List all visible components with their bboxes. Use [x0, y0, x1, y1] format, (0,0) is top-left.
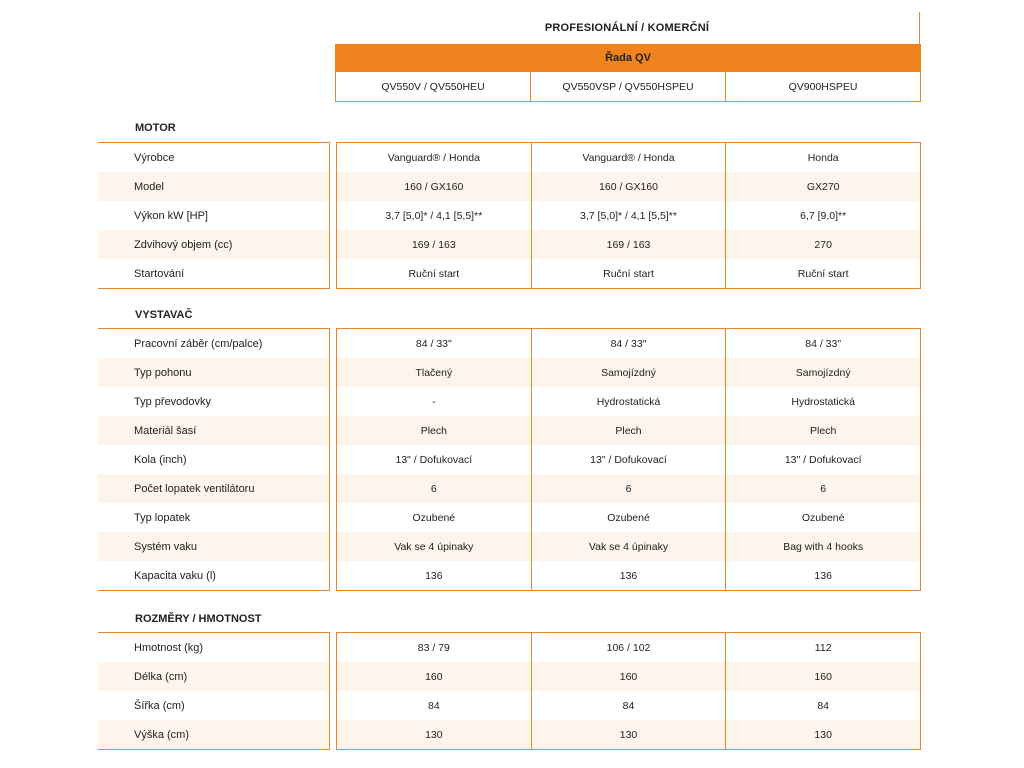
table-row	[337, 532, 920, 561]
table-row	[337, 633, 920, 662]
spec-value-col-3: 6,7 [9,0]**	[800, 209, 847, 222]
spec-value-col-1: 3,7 [5,0]* / 4,1 [5,5]**	[337, 201, 532, 230]
spec-value-col-2: 106 / 102	[532, 633, 727, 662]
spec-value-col-1: 160 / GX160	[337, 172, 532, 201]
spec-value-col-2: 3,7 [5,0]* / 4,1 [5,5]**	[532, 201, 727, 230]
spec-label: Pracovní záběr (cm/palce)	[134, 337, 263, 350]
spec-value-col-1: Tlačený	[337, 358, 532, 387]
spec-value-col-1: 84 / 33"	[337, 329, 532, 358]
table-row	[337, 358, 920, 387]
values-table	[336, 142, 921, 289]
table-row	[337, 172, 920, 201]
spec-value-col-1: Ruční start	[337, 259, 532, 288]
spec-label: Kapacita vaku (l)	[134, 569, 216, 582]
spec-value-col-1: 84	[337, 691, 532, 720]
spec-value-col-2: 84 / 33"	[532, 329, 727, 358]
section-title: VYSTAVAČ	[135, 309, 193, 321]
spec-label: Typ převodovky	[134, 395, 212, 408]
spec-label: Výrobce	[134, 151, 175, 164]
spec-value-col-3: Ruční start	[797, 267, 849, 280]
table-row	[337, 503, 920, 532]
table-row	[337, 143, 920, 172]
model-header-row	[335, 72, 921, 102]
spec-label: Zdvihový objem (cc)	[98, 230, 329, 259]
spec-value-col-1: 6	[337, 474, 532, 503]
spec-label: Hmotnost (kg)	[134, 641, 204, 654]
spec-value-col-2: Plech	[532, 416, 727, 445]
table-row	[337, 259, 920, 288]
label-column	[98, 632, 330, 750]
model-col-1: QV550V / QV550HEU	[336, 72, 531, 101]
spec-value-col-3: 112	[814, 641, 832, 654]
label-column	[98, 328, 330, 591]
spec-label: Výkon kW [HP]	[134, 209, 208, 222]
spec-label: Startování	[134, 267, 185, 280]
spec-value-col-2: 13" / Dofukovací	[532, 445, 727, 474]
spec-value-col-3: Hydrostatická	[791, 395, 855, 408]
spec-value-col-1: 130	[337, 720, 532, 749]
spec-value-col-3: Ozubené	[801, 511, 845, 524]
values-table	[336, 632, 921, 750]
spec-value-col-3: GX270	[806, 180, 840, 193]
spec-value-col-3: Samojízdný	[795, 366, 851, 379]
category-header: PROFESIONÁLNÍ / KOMERČNÍ	[335, 12, 920, 44]
table-row	[337, 662, 920, 691]
table-row	[337, 561, 920, 590]
table-row	[337, 474, 920, 503]
spec-value-col-2: Vanguard® / Honda	[532, 143, 727, 172]
spec-value-col-2: 6	[532, 474, 727, 503]
spec-value-col-2: 84	[532, 691, 727, 720]
model-col-2: QV550VSP / QV550HSPEU	[531, 72, 726, 101]
spec-label: Model	[98, 172, 329, 201]
spec-value-col-3: 84	[817, 699, 830, 712]
spec-label: Kola (inch)	[134, 453, 187, 466]
spec-label: Šířka (cm)	[134, 699, 185, 712]
spec-value-col-1: Vanguard® / Honda	[337, 143, 532, 172]
spec-label: Délka (cm)	[98, 662, 329, 691]
section-title: MOTOR	[135, 122, 176, 134]
spec-value-col-1: 13" / Dofukovací	[337, 445, 532, 474]
spec-label: Systém vaku	[98, 532, 329, 561]
spec-value-col-3: 84 / 33"	[805, 337, 842, 350]
table-row	[337, 416, 920, 445]
spec-value-col-3: 160	[814, 670, 832, 683]
spec-value-col-3: Bag with 4 hooks	[783, 540, 864, 553]
spec-value-col-1: Vak se 4 úpinaky	[337, 532, 532, 561]
table-row	[337, 329, 920, 358]
spec-value-col-3: 130	[814, 728, 832, 741]
spec-value-col-1: 160	[337, 662, 532, 691]
spec-label: Materiál šasí	[98, 416, 329, 445]
spec-value-col-1: Ozubené	[337, 503, 532, 532]
spec-value-col-2: 160	[532, 662, 727, 691]
spec-value-col-3: 6	[820, 482, 827, 495]
spec-label: Počet lopatek ventilátoru	[98, 474, 329, 503]
spec-value-col-2: Ruční start	[532, 259, 727, 288]
spec-value-col-2: 136	[532, 561, 727, 590]
spec-value-col-2: Ozubené	[532, 503, 727, 532]
label-column	[98, 142, 330, 289]
spec-value-col-2: 169 / 163	[532, 230, 727, 259]
table-row	[337, 387, 920, 416]
spec-value-col-1: Plech	[337, 416, 532, 445]
spec-value-col-2: 130	[532, 720, 727, 749]
spec-label: Typ pohonu	[98, 358, 329, 387]
spec-label: Typ lopatek	[134, 511, 191, 524]
spec-value-col-1: 169 / 163	[337, 230, 532, 259]
section-title: ROZMĚRY / HMOTNOST	[135, 613, 262, 625]
table-row	[337, 230, 920, 259]
spec-label: Výška (cm)	[98, 720, 329, 749]
spec-value-col-1: 136	[337, 561, 532, 590]
series-bar: Řada QV	[335, 44, 921, 72]
spec-value-col-3: 136	[814, 569, 832, 582]
spec-value-col-1: -	[337, 387, 532, 416]
spec-value-col-2: Vak se 4 úpinaky	[532, 532, 727, 561]
table-row	[337, 720, 920, 749]
spec-value-col-3: Honda	[807, 151, 839, 164]
table-row	[337, 445, 920, 474]
values-table	[336, 328, 921, 591]
table-row	[337, 201, 920, 230]
table-row	[337, 691, 920, 720]
spec-value-col-2: 160 / GX160	[532, 172, 727, 201]
spec-value-col-3: 13" / Dofukovací	[784, 453, 862, 466]
spec-value-col-2: Samojízdný	[532, 358, 727, 387]
spec-value-col-3: Plech	[810, 424, 837, 437]
model-col-3: QV900HSPEU	[788, 80, 858, 93]
spec-value-col-1: 83 / 79	[337, 633, 532, 662]
spec-value-col-2: Hydrostatická	[532, 387, 727, 416]
spec-value-col-3: 270	[814, 238, 832, 251]
